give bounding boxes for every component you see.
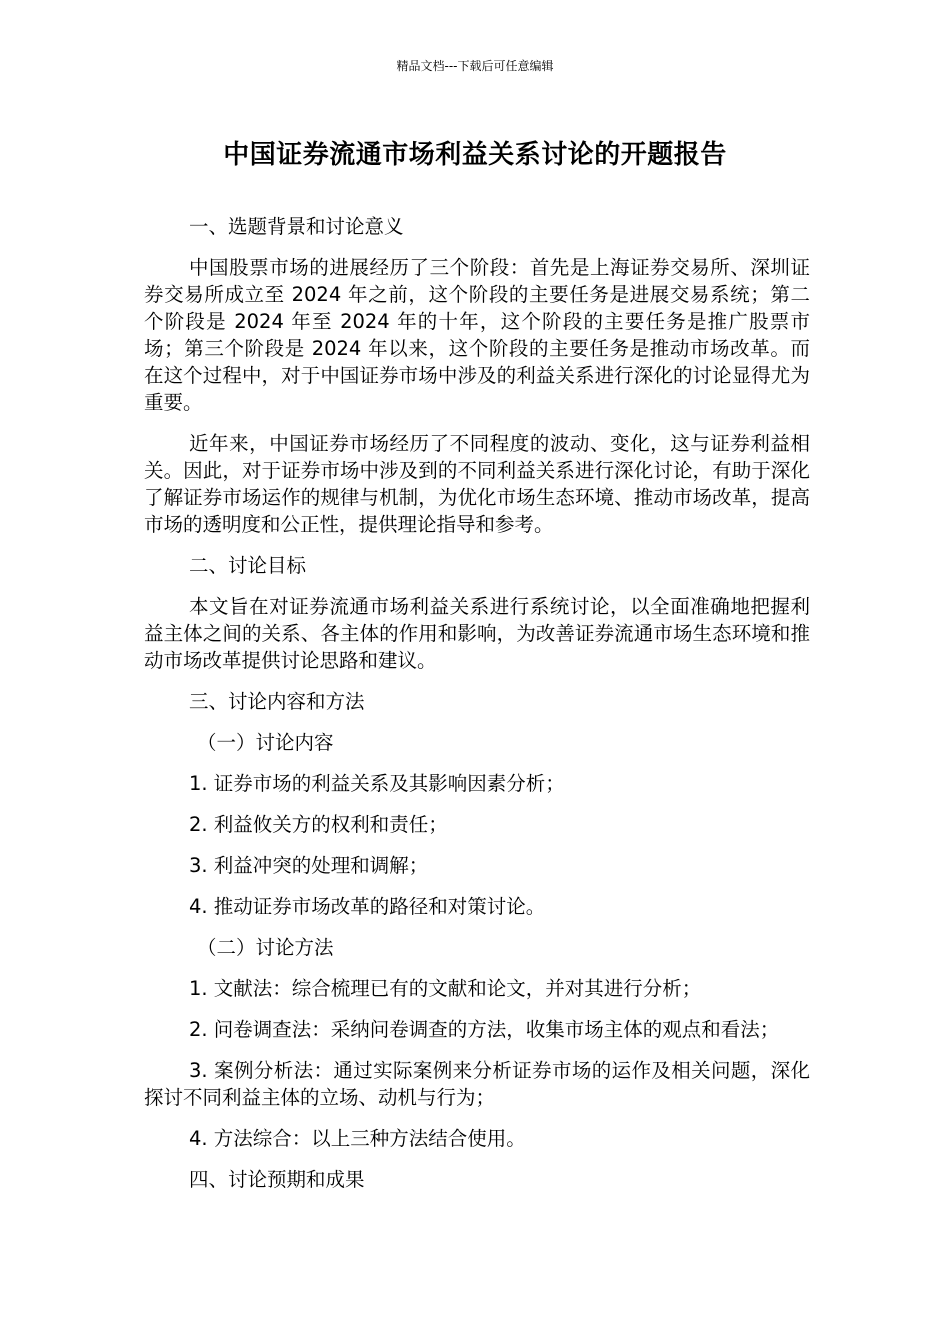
list-item: 2. 问卷调查法：采纳问卷调查的方法，收集市场主体的观点和看法；	[189, 1018, 780, 1041]
list-item: 4. 方法综合：以上三种方法结合使用。	[189, 1127, 526, 1150]
list-item: 3. 案例分析法：通过实际案例来分析证券市场的运作及相关问题，深化探讨不同利益主体的立场、动机与行为；	[144, 1059, 810, 1109]
document-body	[144, 213, 810, 1207]
section-heading-1: 一、选题背景和讨论意义	[189, 215, 404, 238]
subsection-heading-content: （一）讨论内容	[197, 731, 334, 754]
section-heading-4: 四、讨论预期和成果	[189, 1168, 365, 1191]
section-heading-2: 二、讨论目标	[189, 554, 307, 577]
paragraph-significance: 近年来，中国证券市场经历了不同程度的波动、变化，这与证券利益相关。因此，对于证券市场中涉及到的不同利益关系进行深化讨论，有助于深化了解证券市场运作的规律与机制，为优化市场生态环境、推动市场改革，提高市场的透明度和公正性，提供理论指导和参考。	[144, 432, 810, 536]
page-header: 精品文档---下载后可任意编辑	[396, 59, 554, 73]
list-item: 3. 利益冲突的处理和调解；	[189, 854, 429, 877]
document-title: 中国证券流通市场利益关系讨论的开题报告	[223, 140, 727, 170]
list-item: 2. 利益攸关方的权利和责任；	[189, 813, 448, 836]
section-heading-3: 三、讨论内容和方法	[189, 690, 365, 713]
list-item: 1. 文献法：综合梳理已有的文献和论文，并对其进行分析；	[189, 977, 702, 1000]
list-item: 4. 推动证券市场改革的路径和对策讨论。	[189, 895, 546, 918]
subsection-heading-method: （二）讨论方法	[197, 936, 334, 959]
paragraph-objective: 本文旨在对证券流通市场利益关系进行系统讨论，以全面准确地把握利益主体之间的关系、各主体的作用和影响，为改善证券流通市场生态环境和推动市场改革提供讨论思路和建议。	[144, 595, 810, 672]
paragraph-background: 中国股票市场的进展经历了三个阶段：首先是上海证券交易所、深圳证券交易所成立至 2024 年之前，这个阶段的主要任务是进展交易系统；第二个阶段是 2024 年至 2024 年的十年，这个阶段的主要任务是推广股票市场；第三个阶段是 2024 年以来，这个阶段的主要任务是推动市场改革。而在这个过程中，对于中国证券市场中涉及的利益关系进行深化的讨论显得尤为重要。	[144, 256, 810, 414]
list-item: 1. 证券市场的利益关系及其影响因素分析；	[189, 772, 565, 795]
